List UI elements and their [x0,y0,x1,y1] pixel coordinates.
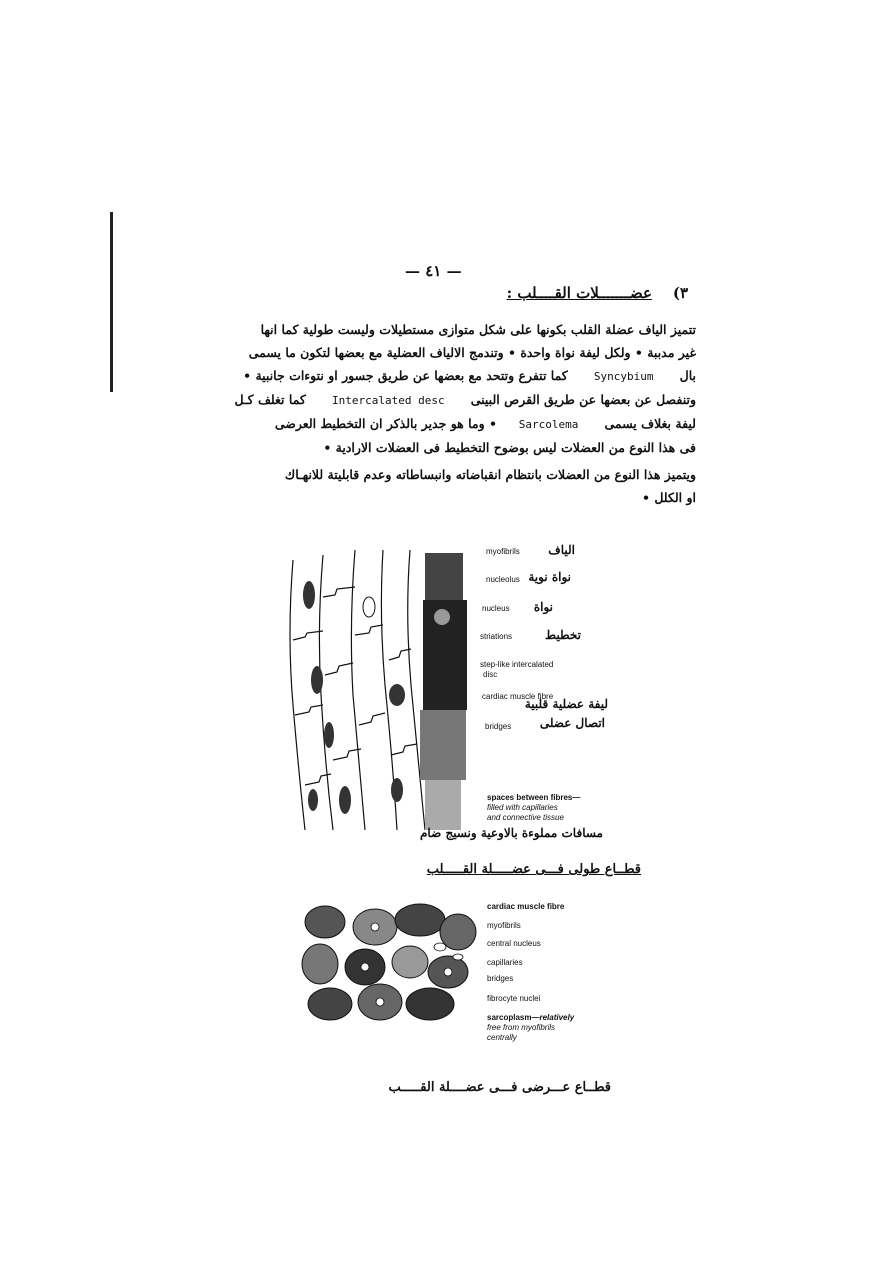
ar-label-striation: تخطيط [545,628,581,642]
label-bridges-2: bridges [487,974,514,983]
latin-term: Intercalated desc [332,394,445,407]
label-central-nucleus: central nucleus [487,939,541,948]
label-cardiac-fibre-2: cardiac muscle fibre [487,902,565,911]
text-line: او الكلل • [642,490,696,505]
label-myofibrils-2: myofibrils [487,921,521,930]
label-centrally: centrally [487,1033,517,1042]
figure2-caption: قطــاع عـــرضى فـــى عضــــلة القـــــب [388,1080,611,1095]
label-capillaries-2: capillaries [487,958,523,967]
longitudinal-section-drawing [285,545,485,835]
label-myofibrils: myofibrils [486,547,520,556]
text-line: غير مدببة • ولكل ليفة نواة واحدة • وتندمج الالياف العضلية مع بعضها لتكون ما يسمى [248,345,696,360]
label-bridges: bridges [485,722,512,731]
ar-label-bridges: اتصال عضلى [539,716,605,730]
text-line: بال Syncybium كما تتفرع وتتحد مع بعضها عن طريق جسور او نتوءات جانبية • [243,368,696,383]
body-paragraph [196,318,696,509]
page-edge-mark [110,212,113,392]
text-line: تتميز الياف عضلة القلب بكونها على شكل متوازى مستطيلات وليست طولية كما انها [260,322,696,337]
latin-term: Sarcolema [518,418,579,431]
ar-label-fibres: الياف [548,543,575,557]
ar-label-nucleus: نواة [533,600,553,614]
text-line: ويتميز هذا النوع من العضلات بانتظام انقباضاته وانبساطاته وعدم قابليتة للانهـاك [284,467,696,482]
section-number: ٣) [672,284,688,302]
label-intercalated-disc: step-like intercalated [480,660,554,669]
label-spaces: spaces between fibres— [487,793,581,802]
label-nucleus: nucleus [482,604,510,613]
text-line: وتنفصل عن بعضها عن طريق القرص البينى Intercalated desc كما تغلف كـل [234,392,696,407]
section-title: عضـــــــلات القــــلب : [506,284,652,302]
ar-label-cardiac-fibre: ليفة عضلية قلبية [524,697,608,711]
page-number: — ٤١ — [405,262,462,280]
label-free-myofibrils: free from myofibrils [487,1023,556,1032]
ar-label-nucleolus: نواة نوية [528,570,571,584]
text-line: فى هذا النوع من العضلات ليس بوضوح التخطيط فى العضلات الارادية • [323,440,696,455]
label-fibrocyte-nuclei: fibrocyte nuclei [487,994,541,1003]
text-line: ليفة بغلاف يسمى Sarcolema • وما هو جدير بالذكر ان التخطيط العرضى [274,416,696,431]
transverse-section-drawing [300,902,480,1027]
label-disc: disc [483,670,498,679]
label-cardiac-fibre: cardiac muscle fibre [482,692,554,701]
label-striations: striations [480,632,513,641]
ar-label-spaces: مسافات مملوءة بالاوعية ونسيج ضام [420,826,603,840]
figure1-caption: قطــاع طولى فـــى عضـــــلة القـــــلب [426,862,641,877]
label-nucleolus: nucleolus [486,575,520,584]
latin-term: Syncybium [593,370,654,383]
section-heading [507,284,688,302]
label-sarcoplasm: sarcoplasm—relatively [487,1013,575,1022]
label-capillaries: filled with capillaries [487,803,558,812]
label-connective: and connective tissue [487,813,564,822]
